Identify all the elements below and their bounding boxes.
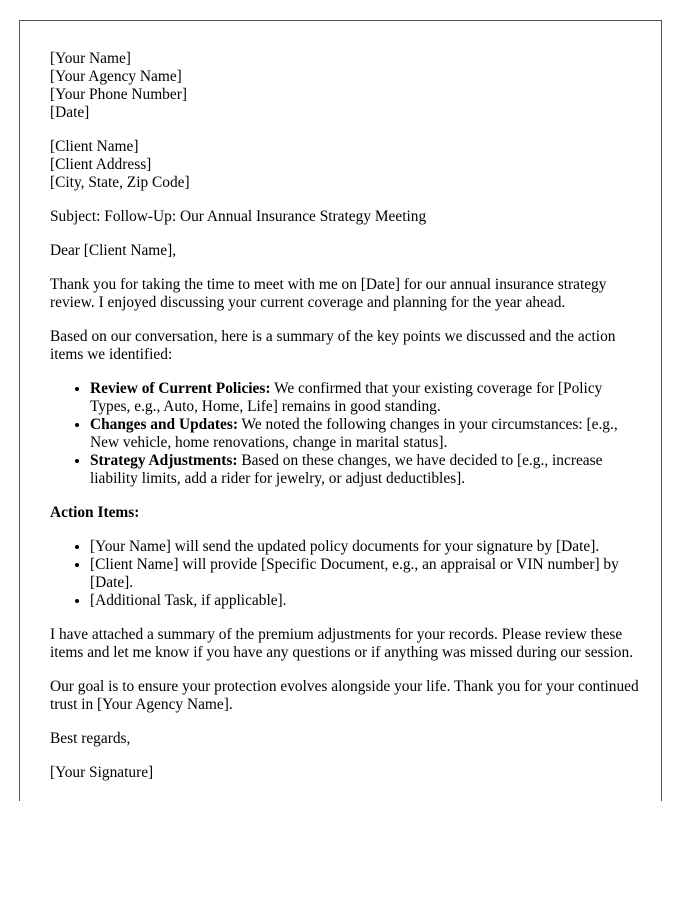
sender-block bbox=[50, 50, 642, 122]
recipient-block bbox=[50, 138, 642, 192]
closing: Best regards, bbox=[50, 730, 131, 747]
key-point-text: Based on these changes, we have decided to [e.g., increase liability limits, add a rider for jewelry, or adjust deductibles]. bbox=[90, 452, 603, 487]
sender-name: [Your Name] bbox=[50, 50, 131, 67]
letter-body bbox=[50, 50, 642, 782]
letter-page bbox=[19, 20, 662, 801]
list-item bbox=[90, 380, 642, 416]
recipient-address: [Client Address] bbox=[50, 156, 152, 173]
list-item bbox=[90, 416, 642, 452]
list-item: • [Your Name] will send the updated policy documents for your signature by [Date]. bbox=[90, 538, 642, 556]
signature: [Your Signature] bbox=[50, 764, 154, 781]
subject-line: Subject: Follow-Up: Our Annual Insurance Strategy Meeting bbox=[50, 208, 427, 225]
sender-date: [Date] bbox=[50, 104, 90, 121]
key-point-label: Strategy Adjustments: bbox=[90, 452, 238, 469]
key-point-text: We confirmed that your existing coverage for [Policy Types, e.g., Auto, Home, Life] remains in good standing. bbox=[90, 380, 603, 415]
list-item bbox=[90, 452, 642, 488]
goal-paragraph: Our goal is to ensure your protection evolves alongside your life. Thank you for your continued trust in [Your Agency Name]. bbox=[50, 678, 639, 713]
key-point-label: Review of Current Policies: bbox=[90, 380, 271, 397]
recipient-city-state-zip: [City, State, Zip Code] bbox=[50, 174, 190, 191]
summary-intro-paragraph: Based on our conversation, here is a summary of the key points we discussed and the action items we identified: bbox=[50, 328, 616, 363]
key-point-text: We noted the following changes in your circumstances: [e.g., New vehicle, home renovations, change in marital status]. bbox=[90, 416, 618, 451]
salutation: Dear [Client Name], bbox=[50, 242, 177, 259]
sender-phone: [Your Phone Number] bbox=[50, 86, 187, 103]
list-item: • [Additional Task, if applicable]. bbox=[90, 592, 642, 610]
action-items-list bbox=[50, 538, 642, 610]
attachment-paragraph: I have attached a summary of the premium adjustments for your records. Please review these items and let me know if you have any questions or if anything was missed during our session. bbox=[50, 626, 634, 661]
key-points-list bbox=[50, 380, 642, 488]
list-item: • [Client Name] will provide [Specific Document, e.g., an appraisal or VIN number] by [Date]. bbox=[90, 556, 642, 592]
sender-agency: [Your Agency Name] bbox=[50, 68, 182, 85]
action-items-heading: Action Items: bbox=[50, 504, 140, 521]
intro-paragraph: Thank you for taking the time to meet with me on [Date] for our annual insurance strategy review. I enjoyed discussing your current coverage and planning for the year ahead. bbox=[50, 276, 607, 311]
key-point-label: Changes and Updates: bbox=[90, 416, 238, 433]
recipient-name: [Client Name] bbox=[50, 138, 139, 155]
